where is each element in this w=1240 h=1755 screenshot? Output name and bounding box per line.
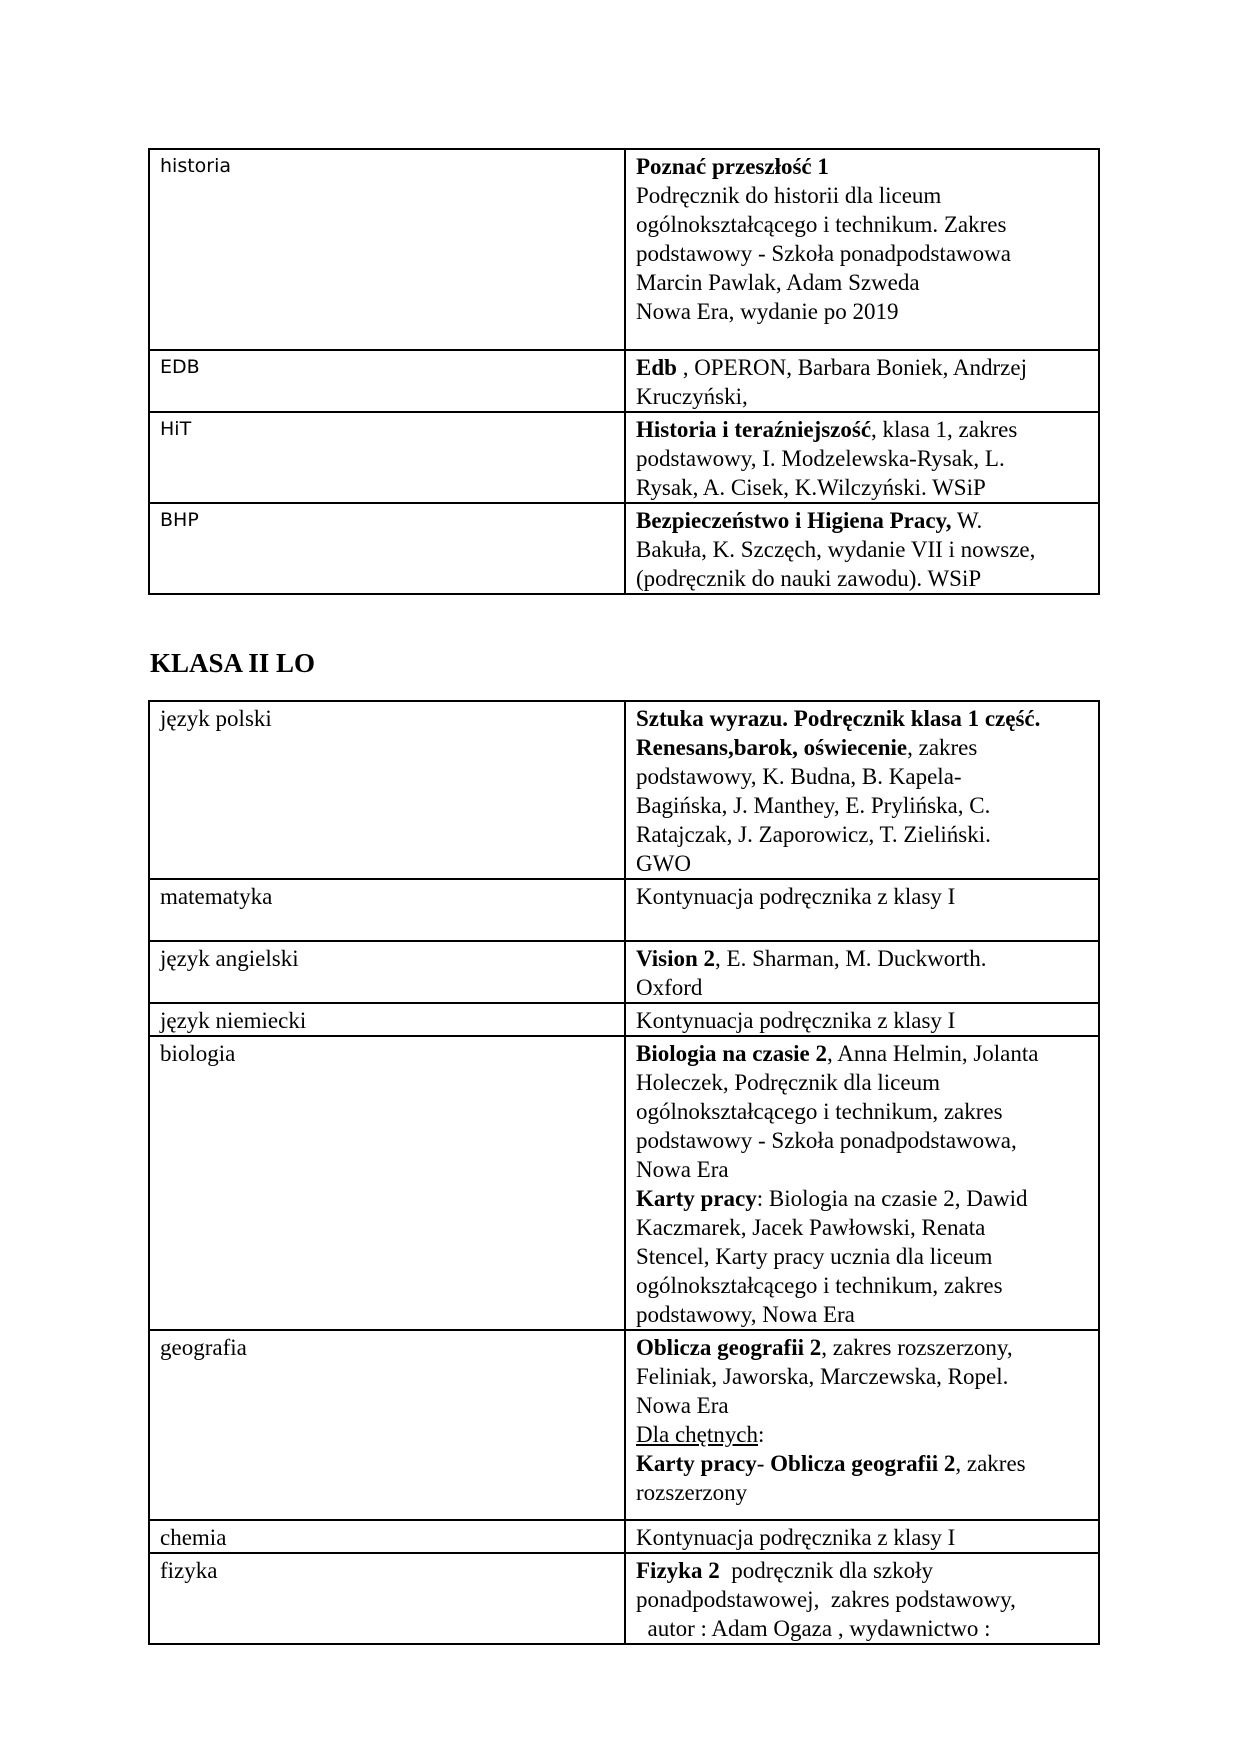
subject-cell: chemia [149, 1520, 625, 1553]
textbook-line [636, 444, 1088, 473]
textbook-line [636, 506, 1088, 535]
book-detail-text: Bagińska, J. Manthey, E. Prylińska, C. [636, 793, 991, 818]
subject-cell: język niemiecki [149, 1003, 625, 1036]
book-detail-text: Stencel, Karty pracy ucznia dla liceum [636, 1244, 993, 1269]
book-detail-text: , Anna Helmin, Jolanta [827, 1041, 1039, 1066]
textbook-line [636, 268, 1088, 297]
textbook-cell [625, 879, 1099, 941]
subject-cell: geografia [149, 1330, 625, 1520]
book-title-text: Edb [636, 355, 677, 380]
book-detail-text: Holeczek, Podręcznik dla liceum [636, 1070, 940, 1095]
book-detail-text: , zakres rozszerzony, [821, 1335, 1013, 1360]
textbook-line [636, 1126, 1088, 1155]
textbook-line [636, 733, 1088, 762]
book-detail-text: podstawowy - Szkoła ponadpodstawowa, [636, 1128, 1017, 1153]
book-detail-text: Nowa Era, wydanie po 2019 [636, 299, 899, 324]
textbook-line [636, 415, 1088, 444]
textbook-cell [625, 412, 1099, 503]
textbook-line [636, 1478, 1088, 1507]
textbook-line [636, 820, 1088, 849]
table-row [149, 1520, 1099, 1553]
table-row [149, 701, 1099, 879]
textbook-line [636, 791, 1088, 820]
textbook-cell [625, 941, 1099, 1003]
book-detail-text: podstawowy - Szkoła ponadpodstawowa [636, 241, 1011, 266]
book-detail-text: Ratajczak, J. Zaporowicz, T. Zieliński. [636, 822, 991, 847]
book-detail-text: , zakres [907, 735, 978, 760]
textbook-line [636, 1556, 1088, 1585]
textbook-line [636, 973, 1088, 1002]
textbook-line [636, 1614, 1088, 1643]
book-detail-text: (podręcznik do nauki zawodu). WSiP [636, 566, 982, 591]
textbook-line [636, 1449, 1088, 1478]
textbook-line [636, 535, 1088, 564]
book-detail-text: Nowa Era [636, 1157, 729, 1182]
textbook-line [636, 1391, 1088, 1420]
table-row [149, 412, 1099, 503]
table-row [149, 1330, 1099, 1520]
textbook-line [636, 1184, 1088, 1213]
textbook-line [636, 1333, 1088, 1362]
subject-cell: EDB [149, 350, 625, 412]
textbook-line [636, 1420, 1088, 1449]
book-detail-text: podstawowy, Nowa Era [636, 1302, 855, 1327]
subject-cell: język angielski [149, 941, 625, 1003]
book-detail-text: Rysak, A. Cisek, K.Wilczyński. WSiP [636, 475, 986, 500]
textbook-cell [625, 1520, 1099, 1553]
textbook-cell [625, 503, 1099, 594]
book-title-text: Fizyka 2 [636, 1558, 720, 1583]
table-row [149, 941, 1099, 1003]
textbook-line [636, 239, 1088, 268]
textbook-line [636, 210, 1088, 239]
book-detail-text: ogólnokształcącego i technikum, zakres [636, 1273, 1003, 1298]
subject-cell: język polski [149, 701, 625, 879]
textbook-table-2 [148, 700, 1100, 1645]
textbook-line [636, 1068, 1088, 1097]
book-detail-text: Kaczmarek, Jacek Pawłowski, Renata [636, 1215, 986, 1240]
book-detail-text: GWO [636, 851, 691, 876]
book-title-text: Sztuka wyrazu. Podręcznik klasa 1 część. [636, 706, 1041, 731]
book-detail-text: Dla chętnych [636, 1422, 758, 1447]
textbook-line [636, 1523, 1088, 1552]
table-row [149, 879, 1099, 941]
textbook-line [636, 1097, 1088, 1126]
textbook-line [636, 911, 1088, 940]
book-detail-text: - [756, 1451, 771, 1476]
subject-cell: historia [149, 149, 625, 350]
book-detail-text: : [757, 1422, 765, 1447]
textbook-table-1 [148, 148, 1100, 595]
textbook-line [636, 1242, 1088, 1271]
book-title-text: Oblicza geografii 2 [636, 1335, 822, 1360]
textbook-line [636, 353, 1088, 382]
textbook-line [636, 152, 1088, 181]
book-detail-text: rozszerzony [636, 1480, 748, 1505]
textbook-cell [625, 350, 1099, 412]
book-detail-text: Marcin Pawlak, Adam Szweda [636, 270, 920, 295]
book-detail-text: Podręcznik do historii dla liceum [636, 183, 942, 208]
book-title-text: Karty pracy [636, 1451, 757, 1476]
textbook-line [636, 849, 1088, 878]
book-detail-text: ponadpodstawowej, zakres podstawowy, [636, 1587, 1016, 1612]
textbook-line [636, 1585, 1088, 1614]
book-detail-text: , E. Sharman, M. Duckworth. [715, 946, 987, 971]
book-title-text: Poznać przeszłość 1 [636, 154, 829, 179]
textbook-line [636, 473, 1088, 502]
book-detail-text: podstawowy, I. Modzelewska-Rysak, L. [636, 446, 1005, 471]
textbook-cell [625, 149, 1099, 350]
textbook-cell [625, 701, 1099, 879]
subject-cell: matematyka [149, 879, 625, 941]
book-detail-text: ogólnokształcącego i technikum, zakres [636, 1099, 1003, 1124]
textbook-line [636, 1155, 1088, 1184]
book-detail-text: Kontynuacja podręcznika z klasy I [636, 1008, 956, 1033]
book-detail-text: autor : Adam Ogaza , wydawnictwo : [636, 1616, 991, 1641]
table-row [149, 1553, 1099, 1644]
textbook-line [636, 882, 1088, 911]
textbook-line [636, 1039, 1088, 1068]
book-detail-text: W. [951, 508, 983, 533]
book-title-text: Historia i teraźniejszość [636, 417, 872, 442]
book-detail-text: podręcznik dla szkoły [719, 1558, 934, 1583]
book-detail-text: : Biologia na czasie 2, Dawid [756, 1186, 1028, 1211]
book-detail-text: Kontynuacja podręcznika z klasy I [636, 1525, 956, 1550]
table-row [149, 503, 1099, 594]
book-detail-text: Nowa Era [636, 1393, 729, 1418]
book-title-text: Bezpieczeństwo i Higiena Pracy, [636, 508, 952, 533]
textbook-cell [625, 1036, 1099, 1330]
subject-cell: biologia [149, 1036, 625, 1330]
book-detail-text: Feliniak, Jaworska, Marczewska, Ropel. [636, 1364, 1009, 1389]
book-title-text: Renesans,barok, oświecenie [636, 735, 908, 760]
book-title-text: Karty pracy [636, 1186, 757, 1211]
book-detail-text: Oxford [636, 975, 703, 1000]
book-detail-text: ogólnokształcącego i technikum. Zakres [636, 212, 1007, 237]
book-title-text: Vision 2 [636, 946, 716, 971]
textbook-line [636, 1213, 1088, 1242]
section-heading: KLASA II LO [150, 648, 316, 678]
table-row [149, 149, 1099, 350]
textbook-line [636, 1362, 1088, 1391]
book-detail-text: podstawowy, K. Budna, B. Kapela- [636, 764, 962, 789]
textbook-line [636, 297, 1088, 326]
textbook-line [636, 1271, 1088, 1300]
book-detail-text: , klasa 1, zakres [871, 417, 1018, 442]
book-detail-text: Kontynuacja podręcznika z klasy I [636, 884, 956, 909]
textbook-line [636, 704, 1088, 733]
textbook-line [636, 762, 1088, 791]
table-row [149, 350, 1099, 412]
book-detail-text: , zakres [955, 1451, 1026, 1476]
textbook-cell [625, 1003, 1099, 1036]
textbook-line [636, 382, 1088, 411]
table-row [149, 1036, 1099, 1330]
subject-cell: HiT [149, 412, 625, 503]
book-title-text: Oblicza geografii 2 [770, 1451, 956, 1476]
textbook-line [636, 1300, 1088, 1329]
textbook-line [636, 181, 1088, 210]
textbook-cell [625, 1553, 1099, 1644]
book-detail-text: Bakuła, K. Szczęch, wydanie VII i nowsze, [636, 537, 1036, 562]
book-detail-text: Kruczyński, [636, 384, 748, 409]
book-detail-text: , OPERON, Barbara Boniek, Andrzej [676, 355, 1027, 380]
table-row [149, 1003, 1099, 1036]
textbook-cell [625, 1330, 1099, 1520]
book-title-text: Biologia na czasie 2 [636, 1041, 828, 1066]
book-detail-text [636, 913, 642, 938]
textbook-line [636, 1006, 1088, 1035]
textbook-line [636, 944, 1088, 973]
subject-cell: BHP [149, 503, 625, 594]
textbook-line [636, 564, 1088, 593]
subject-cell: fizyka [149, 1553, 625, 1644]
